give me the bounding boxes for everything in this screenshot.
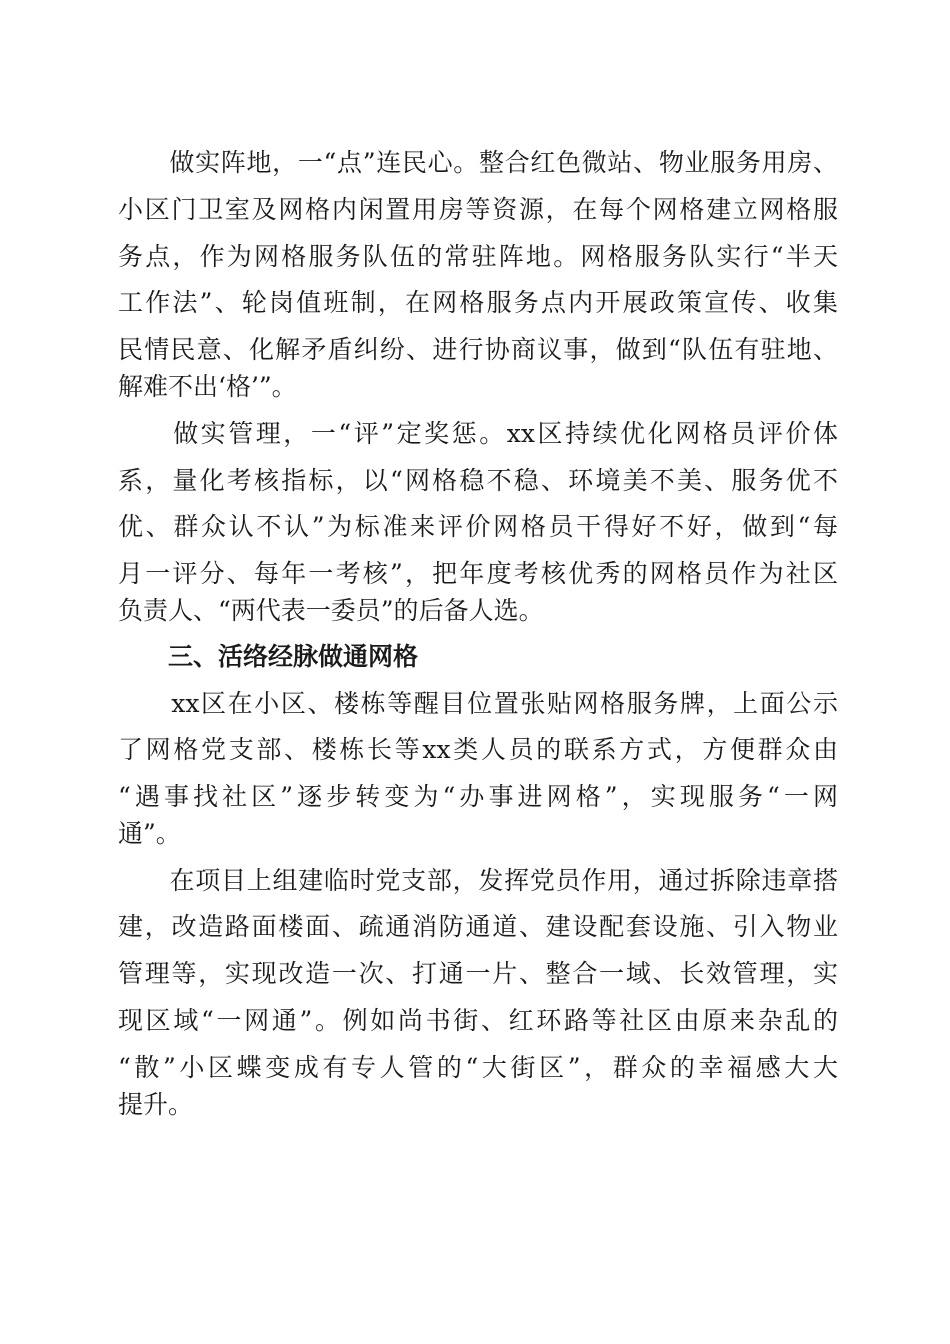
- paragraph-2-line-2: 系，量化考核指标，以“网格稳不稳、环境美不美、服务优不: [118, 466, 838, 495]
- paragraph-1-line-6: 解难不出‘格’”。: [118, 372, 297, 401]
- paragraph-1-line-1: 做实阵地，一“点”连民心。整合红色微站、物业服务用房、: [118, 148, 838, 177]
- paragraph-4-line-4: 现区域“一网通”。例如尚书街、红环路等社区由原来杂乱的: [118, 1006, 838, 1035]
- paragraph-4-line-3: 管理等，实现改造一次、打通一片、整合一域、长效管理，实: [118, 959, 838, 988]
- paragraph-3-line-1: xx区在小区、楼栋等醒目位置张贴网格服务牌，上面公示: [118, 689, 838, 718]
- paragraph-4-line-1: 在项目上组建临时党支部，发挥党员作用，通过拆除违章搭: [118, 866, 838, 895]
- paragraph-1-line-2: 小区门卫室及网格内闲置用房等资源，在每个网格建立网格服: [118, 195, 838, 224]
- paragraph-2-line-5: 负责人、“两代表一委员”的后备人选。: [118, 596, 544, 625]
- paragraph-3-line-3: “遇事找社区”逐步转变为“办事进网格”，实现服务“一网: [118, 782, 838, 811]
- paragraph-1-line-4: 工作法”、轮岗值班制，在网格服务点内开展政策宣传、收集: [118, 288, 838, 317]
- paragraph-1-line-3: 务点，作为网格服务队伍的常驻阵地。网格服务队实行“半天: [118, 242, 838, 271]
- paragraph-1-line-5: 民情民意、化解矛盾纠纷、进行协商议事，做到“队伍有驻地、: [118, 335, 838, 364]
- paragraph-3-line-4: 通”。: [118, 819, 181, 848]
- paragraph-2-line-1: 做实管理，一“评”定奖惩。xx区持续优化网格员评价体: [118, 419, 838, 448]
- paragraph-4-line-6: 提升。: [118, 1090, 194, 1119]
- paragraph-2-line-4: 月一评分、每年一考核”，把年度考核优秀的网格员作为社区: [118, 559, 838, 588]
- paragraph-4-line-2: 建，改造路面楼面、疏通消防通道、建设配套设施、引入物业: [118, 912, 838, 941]
- paragraph-2-line-3: 优、群众认不认”为标准来评价网格员干得好不好，做到“每: [118, 512, 838, 541]
- paragraph-4-line-5: “散”小区蝶变成有专人管的“大街区”，群众的幸福感大大: [118, 1053, 838, 1082]
- paragraph-3-line-2: 了网格党支部、楼栋长等xx类人员的联系方式，方便群众由: [118, 735, 838, 764]
- section-heading: 三、活络经脉做通网格: [118, 642, 419, 671]
